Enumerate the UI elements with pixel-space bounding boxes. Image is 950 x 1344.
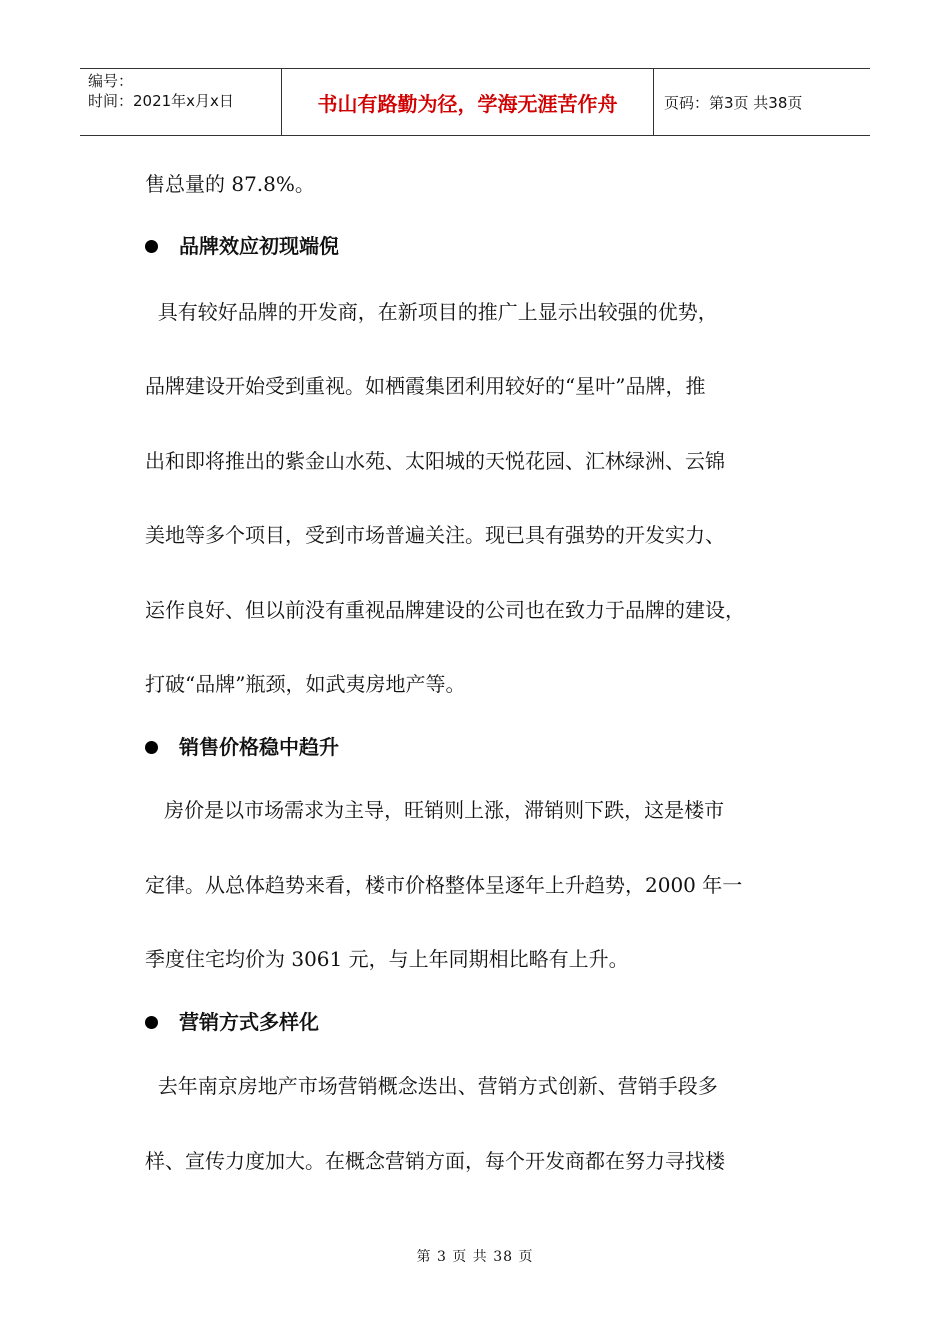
paragraph-line: 具有较好品牌的开发商，在新项目的推广上显示出较强的优势， xyxy=(145,300,718,324)
paragraph-line: 品牌建设开始受到重视。如栖霞集团利用较好的“星叶”品牌，推 xyxy=(145,374,706,398)
section-heading-brand xyxy=(145,233,339,259)
header-page-info: 页码：第3页 共38页 xyxy=(664,93,803,112)
header-motto-cell xyxy=(282,69,654,135)
bullet-icon xyxy=(145,240,158,253)
section-heading-text: 销售价格稳中趋升 xyxy=(179,735,339,759)
section-heading-marketing xyxy=(145,1009,319,1035)
paragraph-line: 房价是以市场需求为主导，旺销则上涨，滞销则下跌，这是楼市 xyxy=(145,798,725,822)
header-page-cell xyxy=(654,69,870,135)
paragraph-line: 美地等多个项目，受到市场普遍关注。现已具有强势的开发实力、 xyxy=(145,523,725,547)
intro-line: 售总量的 87.8%。 xyxy=(145,172,315,196)
page-header xyxy=(80,68,870,136)
header-motto: 书山有路勤为径，学海无涯苦作舟 xyxy=(317,91,618,116)
paragraph-line: 定律。从总体趋势来看，楼市价格整体呈逐年上升趋势，2000 年一 xyxy=(145,873,743,897)
document-date-label: 时间：2021年x月x日 xyxy=(88,92,234,110)
section-heading-text: 品牌效应初现端倪 xyxy=(179,234,339,258)
section-heading-price xyxy=(145,734,339,760)
header-meta-cell xyxy=(80,69,282,135)
section-heading-text: 营销方式多样化 xyxy=(179,1010,319,1034)
paragraph-line: 季度住宅均价为 3061 元，与上年同期相比略有上升。 xyxy=(145,947,629,971)
paragraph-line: 运作良好、但以前没有重视品牌建设的公司也在致力于品牌的建设， xyxy=(145,598,745,622)
page-footer: 第 3 页 共 38 页 xyxy=(416,1249,534,1265)
bullet-icon xyxy=(145,1016,158,1029)
paragraph-line: 去年南京房地产市场营销概念迭出、营销方式创新、营销手段多 xyxy=(145,1074,718,1098)
document-code-label: 编号： xyxy=(88,72,134,90)
paragraph-line: 样、宣传力度加大。在概念营销方面，每个开发商都在努力寻找楼 xyxy=(145,1149,725,1173)
paragraph-line: 出和即将推出的紫金山水苑、太阳城的天悦花园、汇林绿洲、云锦 xyxy=(145,449,725,473)
bullet-icon xyxy=(145,741,158,754)
paragraph-line: 打破“品牌”瓶颈，如武夷房地产等。 xyxy=(145,672,466,696)
